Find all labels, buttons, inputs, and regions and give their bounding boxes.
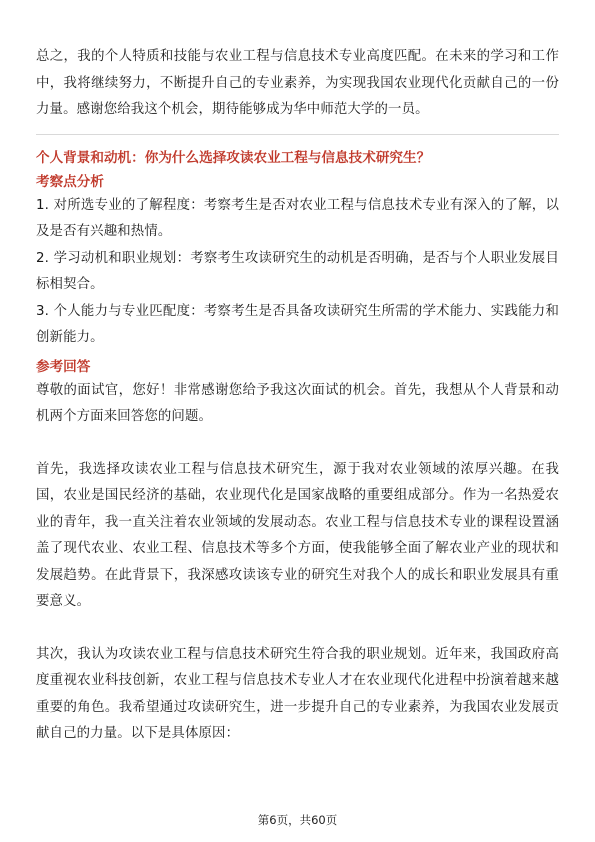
analysis-point-1: 1. 对所选专业的了解程度：考察考生是否对农业工程与信息技术专业有深入的了解，以及是否有兴趣和热情。	[36, 197, 559, 239]
intro-paragraph: 总之，我的个人特质和技能与农业工程与信息技术专业高度匹配。在未来的学习和工作中，我将继续努力，不断提升自己的专业素养，为实现我国农业现代化贡献自己的一份力量。感谢您给我这个机会，期待能够成为华中师范大学的一员。	[36, 49, 559, 117]
page-number-footer: 第6页，共60页	[257, 813, 338, 827]
answer-paragraph-2: 首先，我选择攻读农业工程与信息技术研究生，源于我对农业领域的浓厚兴趣。在我国，农业是国民经济的基础，农业现代化是国家战略的重要组成部分。作为一名热爱农业的青年，我一直关注着农业领域的发展动态。农业工程与信息技术专业的课程设置涵盖了现代农业、农业工程、信息技术等多个方面，使我能够全面了解农业产业的现状和发展趋势。在此背景下，我深感攻读该专业的研究生对我个人的成长和职业发展具有重要意义。	[36, 461, 559, 609]
analysis-heading: 考察点分析	[36, 173, 104, 190]
page-content	[36, 44, 559, 748]
analysis-point-3: 3. 个人能力与专业匹配度：考察考生是否具备攻读研究生所需的学术能力、实践能力和创新能力。	[36, 303, 559, 345]
question-heading: 个人背景和动机：你为什么选择攻读农业工程与信息技术研究生？	[36, 149, 431, 166]
answer-paragraph-1: 尊敬的面试官，您好！非常感谢您给予我这次面试的机会。首先，我想从个人背景和动机两个方面来回答您的问题。	[36, 382, 559, 424]
analysis-point-2: 2. 学习动机和职业规划：考察考生攻读研究生的动机是否明确，是否与个人职业发展目标相契合。	[36, 250, 559, 292]
answer-heading: 参考回答	[36, 358, 91, 375]
section-divider	[36, 134, 559, 135]
answer-paragraph-3: 其次，我认为攻读农业工程与信息技术研究生符合我的职业规划。近年来，我国政府高度重视农业科技创新，农业工程与信息技术专业人才在农业现代化进程中扮演着越来越重要的角色。我希望通过攻读研究生，进一步提升自己的专业素养，为我国农业发展贡献自己的力量。以下是具体原因：	[36, 646, 559, 741]
